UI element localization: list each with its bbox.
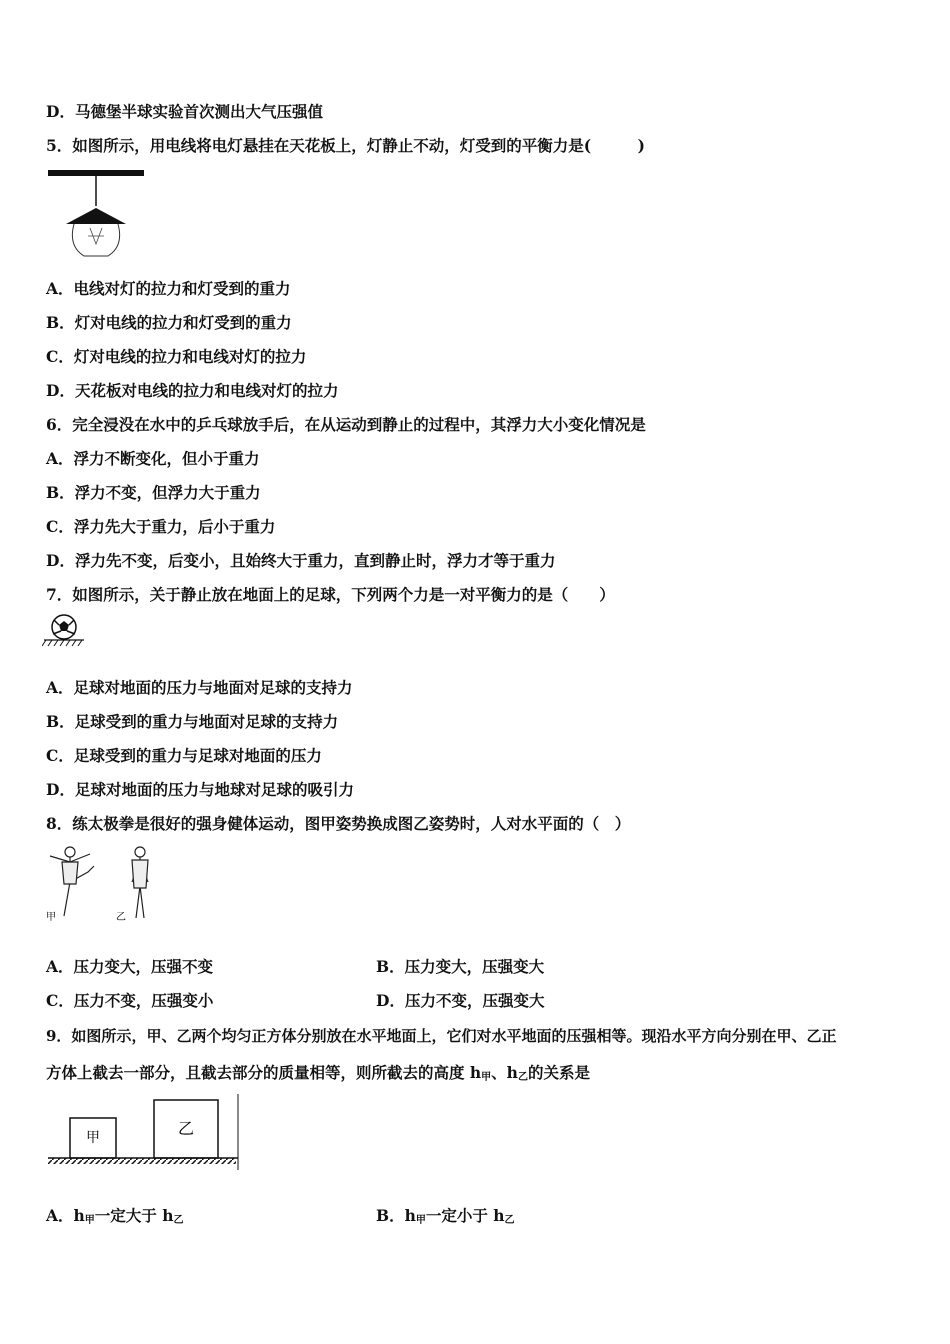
label-yi: 乙 [116,912,126,923]
taichi-figure [42,842,162,924]
q9-option-b [376,1206,515,1231]
q9-stem-line2 [46,1063,590,1088]
q9-option-b-sub-yi: 乙 [504,1215,515,1226]
q9-option-a-sub-jia: 甲 [84,1215,95,1226]
q5-stem: 5．如图所示，用电线将电灯悬挂在天花板上，灯静止不动，灯受到的平衡力是( ) [46,136,645,155]
q9-option-a [46,1206,183,1231]
q8-option-b: B．压力变大，压强变大 [376,957,545,976]
label-jia: 甲 [46,912,56,923]
q6-option-b: B．浮力不变，但浮力大于重力 [46,483,261,502]
lamp-shade [66,208,126,224]
cube-yi-label: 乙 [177,1119,195,1138]
q9-sub-jia: 甲 [481,1072,492,1083]
cubes-figure [46,1094,242,1174]
q6-option-d: D．浮力先不变，后变小，且始终大于重力，直到静止时，浮力才等于重力 [46,551,556,570]
q9-stem-part-b: 、h [491,1063,518,1082]
q5-option-d: D．天花板对电线的拉力和电线对灯的拉力 [46,381,339,400]
q9-option-a-prefix: A．h [46,1206,85,1225]
q6-option-c: C．浮力先大于重力，后小于重力 [46,517,276,536]
q8-option-d: D．压力不变，压强变大 [376,991,545,1010]
q9-stem-part-a: 方体上截去一部分，且截去部分的质量相等，则所截去的高度 h [46,1063,482,1082]
football-figure [42,612,88,652]
q9-option-a-sub-yi: 乙 [173,1215,184,1226]
q4-option-d: D．马德堡半球实验首次测出大气压强值 [46,102,323,121]
q5-option-b: B．灯对电线的拉力和灯受到的重力 [46,313,292,332]
q5-option-a: A．电线对灯的拉力和灯受到的重力 [46,279,291,298]
q8-stem: 8．练太极拳是很好的强身健体运动，图甲姿势换成图乙姿势时，人对水平面的（ ） [46,814,631,833]
q9-stem-part-c: 的关系是 [527,1063,590,1082]
q6-stem: 6．完全浸没在水中的乒乓球放手后，在从运动到静止的过程中，其浮力大小变化情况是 [46,415,646,434]
q8-option-a: A．压力变大，压强不变 [46,957,214,976]
q7-stem: 7．如图所示，关于静止放在地面上的足球，下列两个力是一对平衡力的是（ ） [46,585,615,604]
q7-option-a: A．足球对地面的压力与地面对足球的支持力 [46,678,353,697]
q9-option-b-mid: 一定小于 h [425,1206,505,1225]
q9-option-b-prefix: B．h [376,1206,416,1225]
q6-option-a: A．浮力不断变化，但小于重力 [46,449,260,468]
cube-jia-label: 甲 [86,1130,100,1146]
q7-option-d: D．足球对地面的压力与地球对足球的吸引力 [46,780,354,799]
ceiling-bar [48,170,144,176]
q7-option-b: B．足球受到的重力与地面对足球的支持力 [46,712,339,731]
q9-option-a-mid: 一定大于 h [94,1206,174,1225]
taichi-pose-jia [50,847,94,916]
q9-sub-yi: 乙 [517,1072,528,1083]
hanging-lamp-figure [44,166,154,266]
q8-option-c: C．压力不变，压强变小 [46,991,214,1010]
q9-option-b-sub-jia: 甲 [415,1215,426,1226]
q7-option-c: C．足球受到的重力与足球对地面的压力 [46,746,322,765]
taichi-pose-yi [132,847,148,918]
q9-stem-line1: 9．如图所示，甲、乙两个均匀正方体分别放在水平地面上，它们对水平地面的压强相等。现沿水平方向分别在甲、乙正 [46,1027,837,1045]
q5-option-c: C．灯对电线的拉力和电线对灯的拉力 [46,347,307,366]
